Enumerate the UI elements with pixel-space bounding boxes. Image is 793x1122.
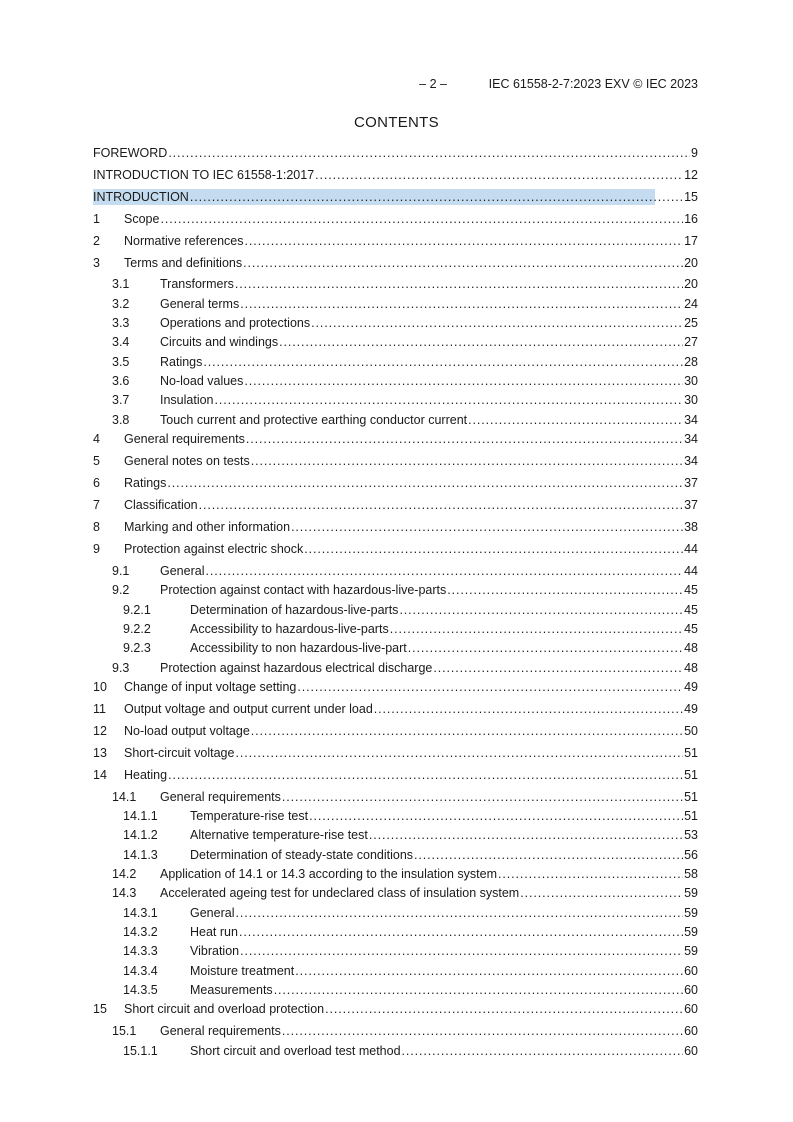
toc-entry[interactable] xyxy=(93,412,698,428)
toc-entry-page: 48 xyxy=(684,661,698,675)
toc-entry[interactable] xyxy=(93,943,698,959)
dot-leader xyxy=(251,723,683,739)
toc-entry[interactable] xyxy=(93,1043,698,1059)
toc-entry-number: 3.1 xyxy=(112,277,130,291)
page-header xyxy=(0,77,698,93)
toc-entry-page: 9 xyxy=(691,146,698,160)
toc-entry-page: 49 xyxy=(684,680,698,694)
dot-leader xyxy=(190,189,683,205)
toc-entry-number: 5 xyxy=(93,454,100,468)
toc-entry-page: 27 xyxy=(684,335,698,349)
dot-leader xyxy=(408,640,683,656)
toc-entry-title: Accessibility to hazardous-live-parts xyxy=(190,622,389,636)
toc-entry[interactable] xyxy=(93,679,698,695)
dot-leader xyxy=(245,233,684,249)
toc-entry-number: 2 xyxy=(93,234,100,248)
toc-entry-title: General xyxy=(160,564,205,578)
toc-entry[interactable] xyxy=(93,767,698,783)
toc-entry-number: 14.3.3 xyxy=(123,944,158,958)
toc-entry[interactable] xyxy=(93,145,698,161)
toc-entry[interactable] xyxy=(93,885,698,901)
toc-entry-title: Circuits and windings xyxy=(160,335,279,349)
toc-entry-number: 12 xyxy=(93,724,107,738)
dot-leader xyxy=(447,582,683,598)
toc-entry-page: 34 xyxy=(684,454,698,468)
toc-entry-page: 30 xyxy=(684,393,698,407)
page-title: CONTENTS xyxy=(354,114,439,131)
toc-entry[interactable] xyxy=(93,233,698,249)
toc-entry-page: 37 xyxy=(684,498,698,512)
toc-entry-page: 60 xyxy=(684,983,698,997)
toc-entry-number: 3.5 xyxy=(112,355,130,369)
toc-entry[interactable] xyxy=(93,315,698,331)
dot-leader xyxy=(309,808,683,824)
toc-entry-title: Short circuit and overload protection xyxy=(124,1002,325,1016)
toc-entry-title: Determination of hazardous-live-parts xyxy=(190,603,399,617)
toc-entry-number: 3.7 xyxy=(112,393,130,407)
toc-entry-page: 24 xyxy=(684,297,698,311)
toc-entry[interactable] xyxy=(93,1001,698,1017)
toc-entry-page: 44 xyxy=(684,542,698,556)
dot-leader xyxy=(235,905,683,921)
document-reference: IEC 61558-2-7:2023 EXV © IEC 2023 xyxy=(488,77,698,91)
toc-entry[interactable] xyxy=(93,745,698,761)
toc-entry[interactable] xyxy=(93,453,698,469)
toc-entry-number: 3.2 xyxy=(112,297,130,311)
toc-entry[interactable] xyxy=(93,334,698,350)
toc-entry-number: 9.2.2 xyxy=(123,622,151,636)
dot-leader xyxy=(251,453,683,469)
toc-entry-number: 10 xyxy=(93,680,107,694)
toc-entry-title: Terms and definitions xyxy=(124,256,243,270)
toc-entry-title: Output voltage and output current under load xyxy=(124,702,373,716)
dot-leader xyxy=(239,924,683,940)
dot-leader xyxy=(240,943,683,959)
toc-entry-title: Operations and protections xyxy=(160,316,311,330)
toc-entry-page: 16 xyxy=(684,212,698,226)
toc-entry[interactable] xyxy=(93,640,698,656)
toc-entry[interactable] xyxy=(93,847,698,863)
toc-entry-title: Protection against contact with hazardous-live-parts xyxy=(160,583,447,597)
dot-leader xyxy=(498,866,683,882)
toc-entry-number: 14.1 xyxy=(112,790,137,804)
toc-entry-number: 3.4 xyxy=(112,335,130,349)
toc-entry-page: 45 xyxy=(684,622,698,636)
dot-leader xyxy=(311,315,683,331)
toc-entry-title: General terms xyxy=(160,297,240,311)
toc-entry-page: 15 xyxy=(684,190,698,204)
toc-entry-title: Alternative temperature-rise test xyxy=(190,828,368,842)
dot-leader xyxy=(235,276,683,292)
dot-leader xyxy=(244,373,683,389)
toc-entry-title: Moisture treatment xyxy=(190,964,295,978)
toc-entry[interactable] xyxy=(93,701,698,717)
dot-leader xyxy=(279,334,683,350)
toc-entry[interactable] xyxy=(93,621,698,637)
dot-leader xyxy=(325,1001,683,1017)
toc-entry-number: 9 xyxy=(93,542,100,556)
toc-entry[interactable] xyxy=(93,354,698,370)
toc-entry[interactable] xyxy=(93,167,698,183)
toc-entry-page: 44 xyxy=(684,564,698,578)
toc-entry-number: 15 xyxy=(93,1002,107,1016)
toc-entry[interactable] xyxy=(93,1023,698,1039)
toc-entry-page: 38 xyxy=(684,520,698,534)
toc-entry-title: Classification xyxy=(124,498,198,512)
toc-entry-page: 51 xyxy=(684,768,698,782)
toc-entry-title: General xyxy=(190,906,235,920)
toc-entry-page: 34 xyxy=(684,432,698,446)
toc-entry[interactable] xyxy=(93,497,698,513)
toc-entry-title: General requirements xyxy=(124,432,245,446)
toc-entry-number: 15.1.1 xyxy=(123,1044,158,1058)
toc-entry-title: General requirements xyxy=(160,1024,281,1038)
toc-entry-page: 59 xyxy=(684,886,698,900)
toc-entry-page: 45 xyxy=(684,603,698,617)
toc-entry-title: Change of input voltage setting xyxy=(124,680,297,694)
toc-entry-title: Measurements xyxy=(190,983,273,997)
toc-entry-number: 14.3.5 xyxy=(123,983,158,997)
toc-entry[interactable] xyxy=(93,982,698,998)
dot-leader xyxy=(235,745,683,761)
toc-entry-title: INTRODUCTION TO IEC 61558-1:2017 xyxy=(93,168,315,182)
toc-entry[interactable] xyxy=(93,660,698,676)
toc-entry[interactable] xyxy=(93,789,698,805)
toc-entry-number: 3.3 xyxy=(112,316,130,330)
toc-entry-number: 14.3.4 xyxy=(123,964,158,978)
toc-entry-number: 7 xyxy=(93,498,100,512)
toc-entry-number: 8 xyxy=(93,520,100,534)
dot-leader xyxy=(240,296,683,312)
toc-entry-number: 9.2.3 xyxy=(123,641,151,655)
toc-entry-title: General notes on tests xyxy=(124,454,250,468)
toc-entry-title: Scope xyxy=(124,212,160,226)
dot-leader xyxy=(433,660,683,676)
toc-entry-page: 37 xyxy=(684,476,698,490)
dot-leader xyxy=(199,497,683,513)
toc-entry-title: Heating xyxy=(124,768,168,782)
toc-entry-number: 3 xyxy=(93,256,100,270)
toc-entry-number: 14.3.2 xyxy=(123,925,158,939)
dot-leader xyxy=(243,255,683,271)
dot-leader xyxy=(160,211,683,227)
toc-entry-page: 12 xyxy=(684,168,698,182)
dot-leader xyxy=(374,701,683,717)
toc-entry[interactable] xyxy=(93,602,698,618)
toc-entry-page: 30 xyxy=(684,374,698,388)
toc-entry-title: Accessibility to non hazardous-live-part xyxy=(190,641,407,655)
toc-entry[interactable] xyxy=(93,905,698,921)
toc-entry-title: General requirements xyxy=(160,790,281,804)
toc-entry-number: 9.3 xyxy=(112,661,130,675)
toc-entry-page: 51 xyxy=(684,790,698,804)
page-number: – 2 – xyxy=(419,77,447,91)
dot-leader xyxy=(167,475,683,491)
toc-entry[interactable] xyxy=(93,392,698,408)
toc-entry[interactable] xyxy=(93,519,698,535)
toc-entry-page: 49 xyxy=(684,702,698,716)
dot-leader xyxy=(399,602,683,618)
toc-entry-page: 25 xyxy=(684,316,698,330)
toc-entry-page: 20 xyxy=(684,256,698,270)
toc-entry-title: Temperature-rise test xyxy=(190,809,309,823)
dot-leader xyxy=(304,541,683,557)
toc-entry-number: 14.3.1 xyxy=(123,906,158,920)
toc-entry-title: FOREWORD xyxy=(93,146,168,160)
toc-entry[interactable] xyxy=(93,582,698,598)
toc-entry-title: Ratings xyxy=(124,476,167,490)
toc-entry-title: Application of 14.1 or 14.3 according to the insulation system xyxy=(160,867,498,881)
toc-entry-title: Insulation xyxy=(160,393,214,407)
toc-entry-number: 1 xyxy=(93,212,100,226)
toc-entry-page: 51 xyxy=(684,809,698,823)
toc-entry[interactable] xyxy=(93,296,698,312)
toc-entry[interactable] xyxy=(93,431,698,447)
toc-entry[interactable] xyxy=(93,373,698,389)
dot-leader xyxy=(520,885,683,901)
toc-entry-page: 60 xyxy=(684,964,698,978)
dot-leader xyxy=(468,412,683,428)
toc-entry-title: INTRODUCTION xyxy=(93,190,189,204)
toc-entry-number: 4 xyxy=(93,432,100,446)
toc-entry[interactable] xyxy=(93,963,698,979)
toc-entry[interactable] xyxy=(93,723,698,739)
toc-entry-title: Accelerated ageing test for undeclared class of insulation system xyxy=(160,886,520,900)
toc-entry-title: Normative references xyxy=(124,234,244,248)
dot-leader xyxy=(274,982,683,998)
toc-entry-page: 58 xyxy=(684,867,698,881)
toc-entry-title: Vibration xyxy=(190,944,240,958)
toc-entry-title: Short-circuit voltage xyxy=(124,746,235,760)
toc-entry-page: 51 xyxy=(684,746,698,760)
toc-entry-title: No-load values xyxy=(160,374,244,388)
toc-entry[interactable] xyxy=(93,475,698,491)
toc-entry-title: Transformers xyxy=(160,277,234,291)
dot-leader xyxy=(369,827,683,843)
toc-entry-page: 50 xyxy=(684,724,698,738)
dot-leader xyxy=(414,847,683,863)
toc-entry-page: 53 xyxy=(684,828,698,842)
toc-entry-page: 17 xyxy=(684,234,698,248)
toc-entry-page: 20 xyxy=(684,277,698,291)
toc-entry-page: 59 xyxy=(684,906,698,920)
toc-entry-number: 3.6 xyxy=(112,374,130,388)
toc-entry-page: 48 xyxy=(684,641,698,655)
dot-leader xyxy=(282,789,683,805)
dot-leader xyxy=(205,563,683,579)
dot-leader xyxy=(168,145,690,161)
toc-entry-number: 6 xyxy=(93,476,100,490)
toc-entry[interactable] xyxy=(93,541,698,557)
toc-entry-page: 45 xyxy=(684,583,698,597)
toc-entry-number: 11 xyxy=(93,702,106,716)
toc-entry-number: 15.1 xyxy=(112,1024,137,1038)
toc-entry-number: 9.1 xyxy=(112,564,130,578)
toc-entry-page: 60 xyxy=(684,1044,698,1058)
toc-entry-title: Marking and other information xyxy=(124,520,291,534)
toc-entry-title: Determination of steady-state conditions xyxy=(190,848,414,862)
toc-entry-page: 34 xyxy=(684,413,698,427)
toc-entry-title: No-load output voltage xyxy=(124,724,250,738)
toc-entry-number: 14.1.1 xyxy=(123,809,158,823)
toc-entry-number: 14.1.3 xyxy=(123,848,158,862)
toc-entry[interactable] xyxy=(93,189,698,205)
toc-entry-page: 28 xyxy=(684,355,698,369)
dot-leader xyxy=(297,679,683,695)
toc-entry-number: 9.2 xyxy=(112,583,130,597)
toc-entry-page: 60 xyxy=(684,1024,698,1038)
dot-leader xyxy=(168,767,683,783)
dot-leader xyxy=(203,354,683,370)
dot-leader xyxy=(282,1023,683,1039)
toc-entry-title: Short circuit and overload test method xyxy=(190,1044,401,1058)
toc-entry-title: Heat run xyxy=(190,925,238,939)
toc-entry-number: 14 xyxy=(93,768,107,782)
dot-leader xyxy=(215,392,684,408)
toc-entry-title: Touch current and protective earthing conductor current xyxy=(160,413,468,427)
toc-entry-page: 59 xyxy=(684,944,698,958)
toc-entry-page: 56 xyxy=(684,848,698,862)
dot-leader xyxy=(315,167,683,183)
toc-entry-title: Protection against hazardous electrical discharge xyxy=(160,661,433,675)
toc-entry[interactable] xyxy=(93,255,698,271)
toc-entry[interactable] xyxy=(93,827,698,843)
toc-entry[interactable] xyxy=(93,924,698,940)
toc-entry[interactable] xyxy=(93,211,698,227)
toc-entry-number: 14.2 xyxy=(112,867,137,881)
toc-entry-number: 3.8 xyxy=(112,413,130,427)
dot-leader xyxy=(402,1043,684,1059)
toc-entry[interactable] xyxy=(93,808,698,824)
toc-entry-number: 9.2.1 xyxy=(123,603,151,617)
toc-entry[interactable] xyxy=(93,276,698,292)
toc-entry-number: 13 xyxy=(93,746,107,760)
toc-entry[interactable] xyxy=(93,563,698,579)
toc-entry[interactable] xyxy=(93,866,698,882)
dot-leader xyxy=(295,963,683,979)
toc-entry-title: Ratings xyxy=(160,355,203,369)
toc-entry-title: Protection against electric shock xyxy=(124,542,304,556)
toc-entry-number: 14.3 xyxy=(112,886,137,900)
dot-leader xyxy=(390,621,683,637)
dot-leader xyxy=(291,519,683,535)
toc-entry-page: 60 xyxy=(684,1002,698,1016)
toc-entry-number: 14.1.2 xyxy=(123,828,158,842)
toc-entry-page: 59 xyxy=(684,925,698,939)
dot-leader xyxy=(246,431,683,447)
